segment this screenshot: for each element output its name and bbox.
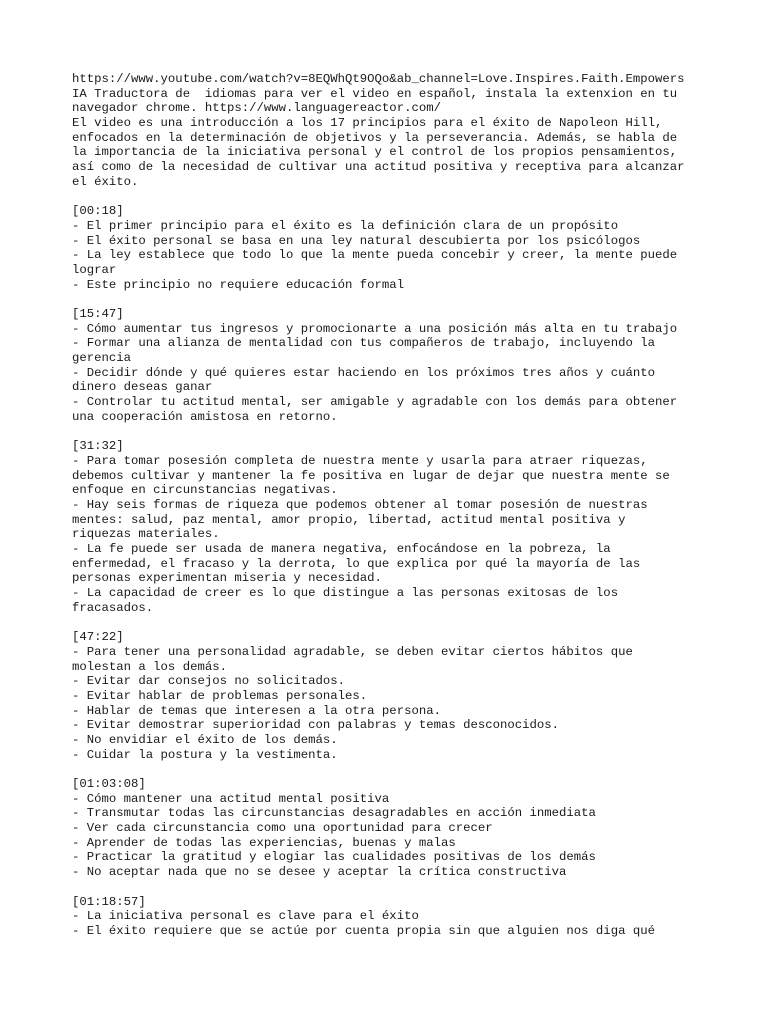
intro-line: enfocados en la determinación de objetivos y la perseverancia. Además, se habla de (72, 130, 678, 145)
section-31-32 (72, 439, 702, 615)
section-line: - Formar una alianza de mentalidad con tus compañeros de trabajo, incluyendo la (72, 336, 655, 351)
section-line: fracasados. (72, 600, 154, 615)
document-page (72, 72, 702, 939)
section-line: enfoque en circunstancias negativas. (72, 483, 338, 498)
section-line: debemos cultivar y mantener la fe positiva en lugar de dejar que nuestra mente se (72, 468, 670, 483)
section-line: - Cómo mantener una actitud mental positiva (72, 791, 390, 806)
section-line: - El éxito requiere que se actúe por cuenta propia sin que alguien nos diga qué (72, 923, 655, 938)
spacer (72, 190, 702, 205)
section-line: lograr (72, 262, 117, 277)
section-line: - Transmutar todas las circunstancias desagradables en acción inmediata (72, 806, 596, 821)
section-line: - Controlar tu actitud mental, ser amigable y agradable con los demás para obtener (72, 395, 678, 410)
section-line: - Evitar hablar de problemas personales. (72, 688, 368, 703)
section-line: - No aceptar nada que no se desee y aceptar la crítica constructiva (72, 865, 567, 880)
section-line: - Evitar dar consejos no solicitados. (72, 674, 346, 689)
section-line: enfermedad, el fracaso y la derrota, lo que explica por qué la mayoría de las (72, 556, 641, 571)
section-line: gerencia (72, 351, 132, 366)
section-timestamp: [01:18:57] (72, 894, 146, 909)
section-line: - Practicar la gratitud y elogiar las cualidades positivas de los demás (72, 850, 596, 865)
section-timestamp: [31:32] (72, 439, 124, 454)
section-line: - La fe puede ser usada de manera negativa, enfocándose en la pobreza, la (72, 542, 611, 556)
intro-line: navegador chrome. https://www.languagereactor.com/ (72, 101, 441, 116)
section-line: - Ver cada circunstancia como una oportunidad para crecer (72, 821, 493, 836)
section-line: - Evitar demostrar superioridad con palabras y temas desconocidos. (72, 718, 560, 733)
section-line: - Para tener una personalidad agradable, se deben evitar ciertos hábitos que (72, 644, 633, 659)
spacer (72, 292, 702, 307)
section-timestamp: [00:18] (72, 204, 124, 219)
intro-block (72, 72, 702, 190)
section-line: - Hablar de temas que interesen a la otra persona. (72, 703, 441, 718)
section-line: personas experimentan miseria y necesidad. (72, 571, 382, 586)
intro-line: así como de la necesidad de cultivar una actitud positiva y receptiva para alcanzar (72, 160, 685, 175)
section-line: - No envidiar el éxito de los demás. (72, 732, 338, 747)
section-line: - Cómo aumentar tus ingresos y promocionarte a una posición más alta en tu trabajo (72, 321, 678, 336)
section-timestamp: [01:03:08] (72, 777, 146, 791)
section-line: - Decidir dónde y qué quieres estar haciendo en los próximos tres años y cuánto (72, 365, 655, 380)
section-line: - Aprender de todas las experiencias, buenas y malas (72, 835, 456, 850)
intro-line: IA Traductora de idiomas para ver el video en español, instala la extenxion en tu (72, 86, 678, 101)
intro-line: el éxito. (72, 174, 139, 189)
source-url-link[interactable]: https://www.youtube.com/watch?v=8EQWhQt9OQo&ab_channel=Love.Inspires.Faith.Empowers (72, 72, 685, 86)
intro-line: El video es una introducción a los 17 principios para el éxito de Napoleon Hill, (72, 116, 663, 131)
spacer (72, 880, 702, 895)
section-line: - La iniciativa personal es clave para el éxito (72, 909, 419, 924)
section-line: riquezas materiales. (72, 527, 220, 542)
section-line: - Este principio no requiere educación formal (72, 277, 405, 292)
section-00-18 (72, 204, 702, 292)
spacer (72, 762, 702, 777)
section-line: - El primer principio para el éxito es la definición clara de un propósito (72, 218, 619, 233)
intro-line: la importancia de la iniciativa personal y el control de los propios pensamientos, (72, 145, 678, 160)
section-line: dinero deseas ganar (72, 380, 213, 395)
section-line: - La capacidad de creer es lo que distingue a las personas exitosas de los (72, 586, 619, 601)
section-line: - El éxito personal se basa en una ley natural descubierta por los psicólogos (72, 233, 641, 248)
section-line: mentes: salud, paz mental, amor propio, libertad, actitud mental positiva y (72, 512, 626, 527)
section-line: - La ley establece que todo lo que la mente pueda concebir y creer, la mente puede (72, 248, 678, 263)
section-timestamp: [15:47] (72, 307, 124, 321)
section-line: una cooperación amistosa en retorno. (72, 409, 338, 424)
section-timestamp: [47:22] (72, 630, 124, 645)
section-line: - Para tomar posesión completa de nuestra mente y usarla para atraer riquezas, (72, 453, 648, 468)
section-01-18-57 (72, 895, 702, 939)
section-line: - Cuidar la postura y la vestimenta. (72, 747, 338, 762)
section-line: - Hay seis formas de riqueza que podemos obtener al tomar posesión de nuestras (72, 497, 648, 512)
section-47-22 (72, 630, 702, 762)
spacer (72, 615, 702, 630)
section-line: molestan a los demás. (72, 659, 227, 674)
section-15-47 (72, 307, 702, 425)
section-01-03-08 (72, 777, 702, 880)
spacer (72, 425, 702, 440)
